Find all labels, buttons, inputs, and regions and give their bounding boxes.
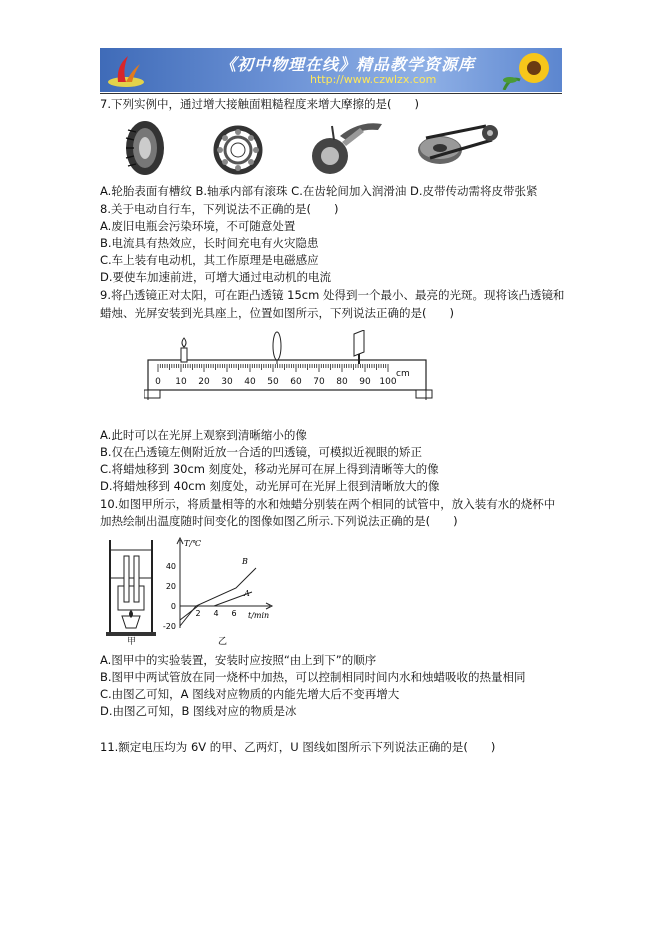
candle-icon — [181, 338, 187, 362]
q8-option-c: C.车上装有电动机，其工作原理是电磁感应 — [100, 253, 319, 267]
q9-stem-line2: 蜡烛、光屏安装到光具座上，位置如图所示，下列说法正确的是( ) — [100, 306, 454, 320]
bearing-icon — [216, 128, 260, 172]
q8-option-b: B.电流具有热效应，长时间充电有火灾隐患 — [100, 236, 319, 250]
q9-option-c: C.将蜡烛移到 30cm 刻度处，移动光屏可在屏上得到清晰等大的像 — [100, 462, 439, 476]
graph-y-tick: 20 — [165, 582, 176, 591]
q10-option-c: C.由图乙可知，A 图线对应物质的内能先增大后不变再增大 — [100, 687, 400, 701]
bench-tick-label: 50 — [267, 377, 279, 387]
q9-option-a: A.此时可以在光屏上观察到清晰缩小的像 — [100, 428, 307, 442]
q10-option-d: D.由图乙可知，B 图线对应的物质是冰 — [100, 704, 297, 718]
q10-stem-line1: 10.如图甲所示，将质量相等的水和烛蜡分别装在两个相同的试管中，放入装有水的烧杯中 — [100, 497, 556, 511]
graph-x-tick: 2 — [195, 609, 201, 618]
graph-y-tick: 0 — [170, 602, 176, 611]
bench-tick-label: 10 — [175, 377, 187, 387]
q9-option-d: D.将蜡烛移到 40cm 刻度处，动光屏可在光屏上很到清晰放大的像 — [100, 479, 440, 493]
graph-x-label: t/min — [248, 611, 270, 620]
q8-stem: 8.关于电动自行车，下列说法不正确的是( ) — [100, 202, 339, 216]
header-rule — [100, 93, 562, 94]
graph-x-tick: 4 — [213, 609, 219, 618]
q8-option-d: D.要使车加速前进，可增大通过电动机的电流 — [100, 270, 332, 284]
bench-tick-label: 30 — [221, 377, 233, 387]
q11-stem: 11.额定电压均为 6V 的甲、乙两灯，U 图线如图所示下列说法正确的是( ) — [100, 740, 496, 754]
q9-option-b: B.仅在凸透镜左侧附近放一合适的凹透镜，可模拟近视眼的矫正 — [100, 445, 423, 459]
banner-url: http://www.czwlzx.com — [310, 73, 437, 86]
graph-y-tick: -20 — [162, 622, 176, 631]
bench-tick-label: 60 — [290, 377, 302, 387]
line-b-label: B — [242, 557, 248, 566]
site-logo-icon — [106, 52, 146, 88]
bench-unit: cm — [396, 369, 410, 379]
graph-x-tick: 6 — [231, 609, 237, 618]
bench-tick-label: 90 — [359, 377, 371, 387]
q7-images — [120, 118, 580, 178]
belt-drive-icon — [418, 125, 498, 164]
q10-stem-line2: 加热绘制出温度随时间变化的图像如图乙所示.下列说法正确的是( ) — [100, 514, 458, 528]
heating-apparatus-icon — [106, 540, 156, 636]
q10-figures — [100, 536, 280, 646]
convex-lens-icon — [273, 332, 281, 364]
bench-tick-label: 70 — [313, 377, 325, 387]
bench-tick-label: 40 — [244, 377, 256, 387]
optical-bench-figure — [144, 330, 434, 412]
temperature-graph — [163, 538, 272, 646]
figure-jia-label: 甲 — [127, 637, 137, 646]
bench-tick-label: 80 — [336, 377, 348, 387]
bench-tick-label: 100 — [379, 377, 397, 387]
q8-option-a: A.废旧电瓶会污染环境，不可随意处置 — [100, 219, 296, 233]
sunflower-icon — [496, 50, 556, 90]
line-a-label: A — [244, 589, 250, 598]
q7-options: A.轮胎表面有槽纹 B.轴承内部有滚珠 C.在齿轮间加入润滑油 D.皮带传动需将皮带张紧 — [100, 184, 538, 198]
light-screen-icon — [354, 330, 364, 364]
header-banner — [100, 48, 562, 92]
q7-stem: 7.下列实例中，通过增大接触面粗糙程度来增大摩擦的是( ) — [100, 97, 419, 111]
q10-option-a: A.图甲中的实验装置，安装时应按照“由上到下”的顺序 — [100, 653, 377, 667]
q10-option-b: B.图甲中两试管放在同一烧杯中加热，可以控制相同时间内水和烛蜡吸收的热量相同 — [100, 670, 526, 684]
gear-oil-icon — [312, 123, 382, 174]
graph-y-label: T/℃ — [184, 539, 201, 548]
bench-tick-label: 20 — [198, 377, 210, 387]
figure-yi-label: 乙 — [218, 637, 228, 646]
graph-y-tick: 40 — [165, 562, 176, 571]
tire-icon — [126, 121, 164, 175]
q9-stem-line1: 9.将凸透镜正对太阳，可在距凸透镜 15cm 处得到一个最小、最亮的光斑。现将该凸透镜和 — [100, 288, 565, 302]
bench-tick-label: 0 — [155, 377, 161, 387]
banner-title: 《初中物理在线》精品教学资源库 — [220, 55, 476, 74]
